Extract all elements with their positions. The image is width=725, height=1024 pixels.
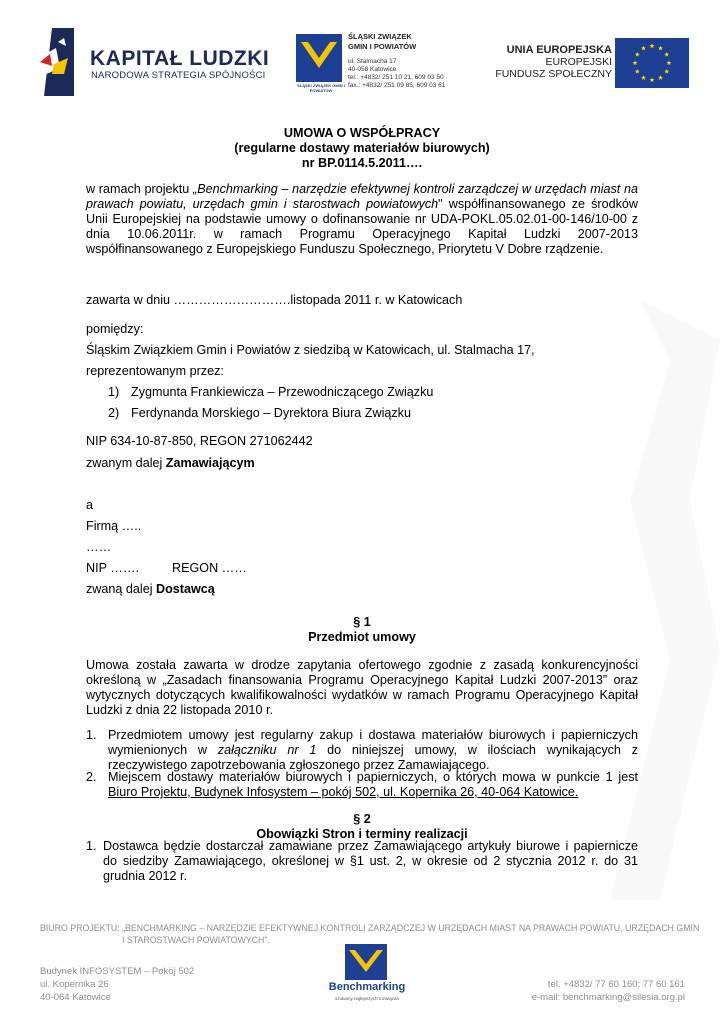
section1-item2-num: 2. <box>86 770 97 784</box>
rep2-text: Ferdynanda Morskiego – Dyrektora Biura Związku <box>131 406 411 420</box>
szgip-emblem-icon <box>296 34 342 82</box>
benchmarking-logo <box>322 944 412 1006</box>
title-line1: UMOWA O WSPÓŁPRACY <box>283 126 441 140</box>
dots-line: …… <box>86 540 112 554</box>
eu-text <box>495 44 612 80</box>
section1-heading <box>86 615 638 645</box>
footer-phone: tel. +4832/ 77 60 160; 77 60 161 <box>547 979 685 990</box>
kapital-ludzki-emblem-icon <box>38 28 78 96</box>
section1-item1-text-b: do niniejszej umowy, w ilościach wynikających z rzeczywistego zapotrzebowania zgłoszonego przez Zamawiającego. <box>108 743 638 772</box>
section1-item1-text-a: Przedmiotem umowy jest regularny zakup i dostawa materiałów biurowych i papierniczych wymienionych w <box>108 728 638 757</box>
section2-heading <box>86 812 638 842</box>
called2-prefix: zwaną dalej <box>86 582 157 596</box>
benchmarking-name: Benchmarking <box>328 981 406 993</box>
szgip-logo <box>296 32 466 96</box>
szgip-logo-caption: ŚLĄSKI ZWIĄZEK GMIN I POWIATÓW <box>297 83 345 93</box>
benchmarking-emblem-icon <box>345 944 387 980</box>
contract-title <box>86 126 638 171</box>
footer-addr2: ul. Kopernika 26 <box>40 979 109 990</box>
eu-line1: UNIA EUROPEJSKA <box>506 44 612 56</box>
called2-line <box>86 582 215 597</box>
footer-addr1: Budynek INFOSYSTEM – Pokój 502 <box>40 966 195 977</box>
regon2-line: REGON …… <box>172 561 247 575</box>
rep1-num: 1) <box>108 385 120 399</box>
intro-paragraph <box>86 182 638 257</box>
called1-prefix: zwanym dalej <box>86 456 166 470</box>
rep2-num: 2) <box>108 406 120 420</box>
rep1-text: Zygmunta Frankiewicza – Przewodniczącego Związku <box>131 385 434 399</box>
nip2-line: NIP ……. <box>86 561 139 575</box>
eu-line3: FUNDUSZ SPOŁECZNY <box>495 68 612 80</box>
intro-prefix: w ramach projektu <box>86 182 194 196</box>
called1-name: Zamawiającym <box>165 456 255 470</box>
section2-title: Obowiązki Stron i terminy realizacji <box>256 827 468 841</box>
called2-name: Dostawcą <box>156 582 215 596</box>
firm-line: Firmą ….. <box>86 519 142 533</box>
szgip-fax: fax.: +4832/ 251 09 85, 609 03 61 <box>348 82 446 89</box>
footer-project-line2: I STAROSTWACH POWIATOWYCH”. <box>122 935 270 945</box>
footer-project-line1: BIURO PROJEKTU: „BENCHMARKING – NARZĘDZIE EFEKTYWNEJ KONTROLI ZARZĄDCZEJ W URZĘDACH MIAST NA PRAWACH POWIATU, URZĘDACH GMIN <box>40 923 700 933</box>
section1-item1-num: 1. <box>86 728 97 742</box>
szgip-name-line1: ŚLĄSKI ZWIĄZEK <box>348 32 412 41</box>
szgip-phone: tel.: +4832/ 251 10 21, 609 03 50 <box>348 74 444 81</box>
eu-logo <box>490 38 690 90</box>
nip-regon-line: NIP 634-10-87-850, REGON 271062442 <box>86 434 313 448</box>
represented-label: reprezentowanym przez: <box>86 364 224 378</box>
szgip-name-line2: GMIN I POWIATÓW <box>348 42 417 51</box>
party1-line: Śląskim Związkiem Gmin i Powiatów z siedzibą w Katowicach, ul. Stalmacha 17, <box>86 343 535 357</box>
section2-item1: Dostawca będzie dostarczał zamawiane przez Zamawiającego artykuły biurowe i papiernicze do siedziby Zamawiającego, określonej w §1 ust. 2, w okresie od 2 stycznia 2012 r. do 31 grudnia 2012 r. <box>103 839 638 883</box>
section1-item2 <box>108 770 638 800</box>
section1-item2-address: Biuro Projektu, Budynek Infosystem – pokój 502, ul. Kopernika 26, 40-064 Katowice. <box>108 785 579 799</box>
between-label: pomiędzy: <box>86 322 144 336</box>
footer-addr3: 40-064 Katowice <box>40 992 111 1003</box>
section1-paragraph: Umowa została zawarta w drodze zapytania ofertowego zgodnie z zasadą konkurencyjności określoną w „Zasadach finansowania Programu Operacyjnego Kapitał Ludzki 2007-2013” oraz wytycznych dotyczących kwalifikowalności wydatków w ramach Programu Operacyjnego Kapitał Ludzki z dnia 22 listopada 2010 r. <box>86 658 638 717</box>
section2-item1-num: 1. <box>86 839 97 853</box>
kapital-ludzki-title: KAPITAŁ LUDZKI <box>90 47 270 70</box>
title-line2: (regularne dostawy materiałów biurowych) <box>234 141 490 155</box>
section1-title: Przedmiot umowy <box>308 630 416 644</box>
section1-item1 <box>108 728 638 773</box>
eu-flag-icon <box>615 38 689 88</box>
concluded-line: zawarta w dniu ……………………….listopada 2011 r. w Katowicach <box>86 293 463 307</box>
section2-mark: § 2 <box>353 812 371 826</box>
section1-item2-text-a: Miejscem dostawy materiałów biurowych i papierniczych, o których mowa w punkcie 1 jest <box>108 770 638 784</box>
background-watermark <box>520 300 720 900</box>
section1-item1-attachment: załączniku nr 1 <box>217 743 317 757</box>
footer-email: e-mail: benchmarking@silesia.org.pl <box>531 992 685 1003</box>
benchmarking-tagline: szukamy najlepszych rozwiązań <box>334 996 400 1001</box>
section1-mark: § 1 <box>353 615 371 629</box>
szgip-address-line2: 40-058 Katowice <box>348 66 397 73</box>
kapital-ludzki-subtitle: NARODOWA STRATEGIA SPÓJNOŚCI <box>91 70 266 81</box>
intro-project-name: „Benchmarking – narzędzie efektywnej kontroli zarządczej w urzędach miast na prawach powiatu, urzędach gmin i starostwach powiatowych <box>86 182 639 211</box>
eu-line2: EUROPEJSKI <box>545 56 612 68</box>
called1-line <box>86 456 255 471</box>
szgip-address-line1: ul. Stalmacha 17 <box>348 58 397 65</box>
title-line3: nr BP.0114.5.2011…. <box>301 156 423 170</box>
intro-suffix: " współfinansowanego ze środków Unii Europejskiej na podstawie umowy o dofinansowanie nr UDA-POKL.05.02.01-00-146/10-00 z dnia 10.06.2011r. w ramach Programu Operacyjnego Kapitał Ludzki 2007-2013 współfinansowanego z Europejskiego Funduszu Społecznego, Priorytetu V Dobre rządzenie. <box>86 197 638 256</box>
and-label: a <box>86 498 94 512</box>
kapital-ludzki-logo <box>38 28 278 96</box>
